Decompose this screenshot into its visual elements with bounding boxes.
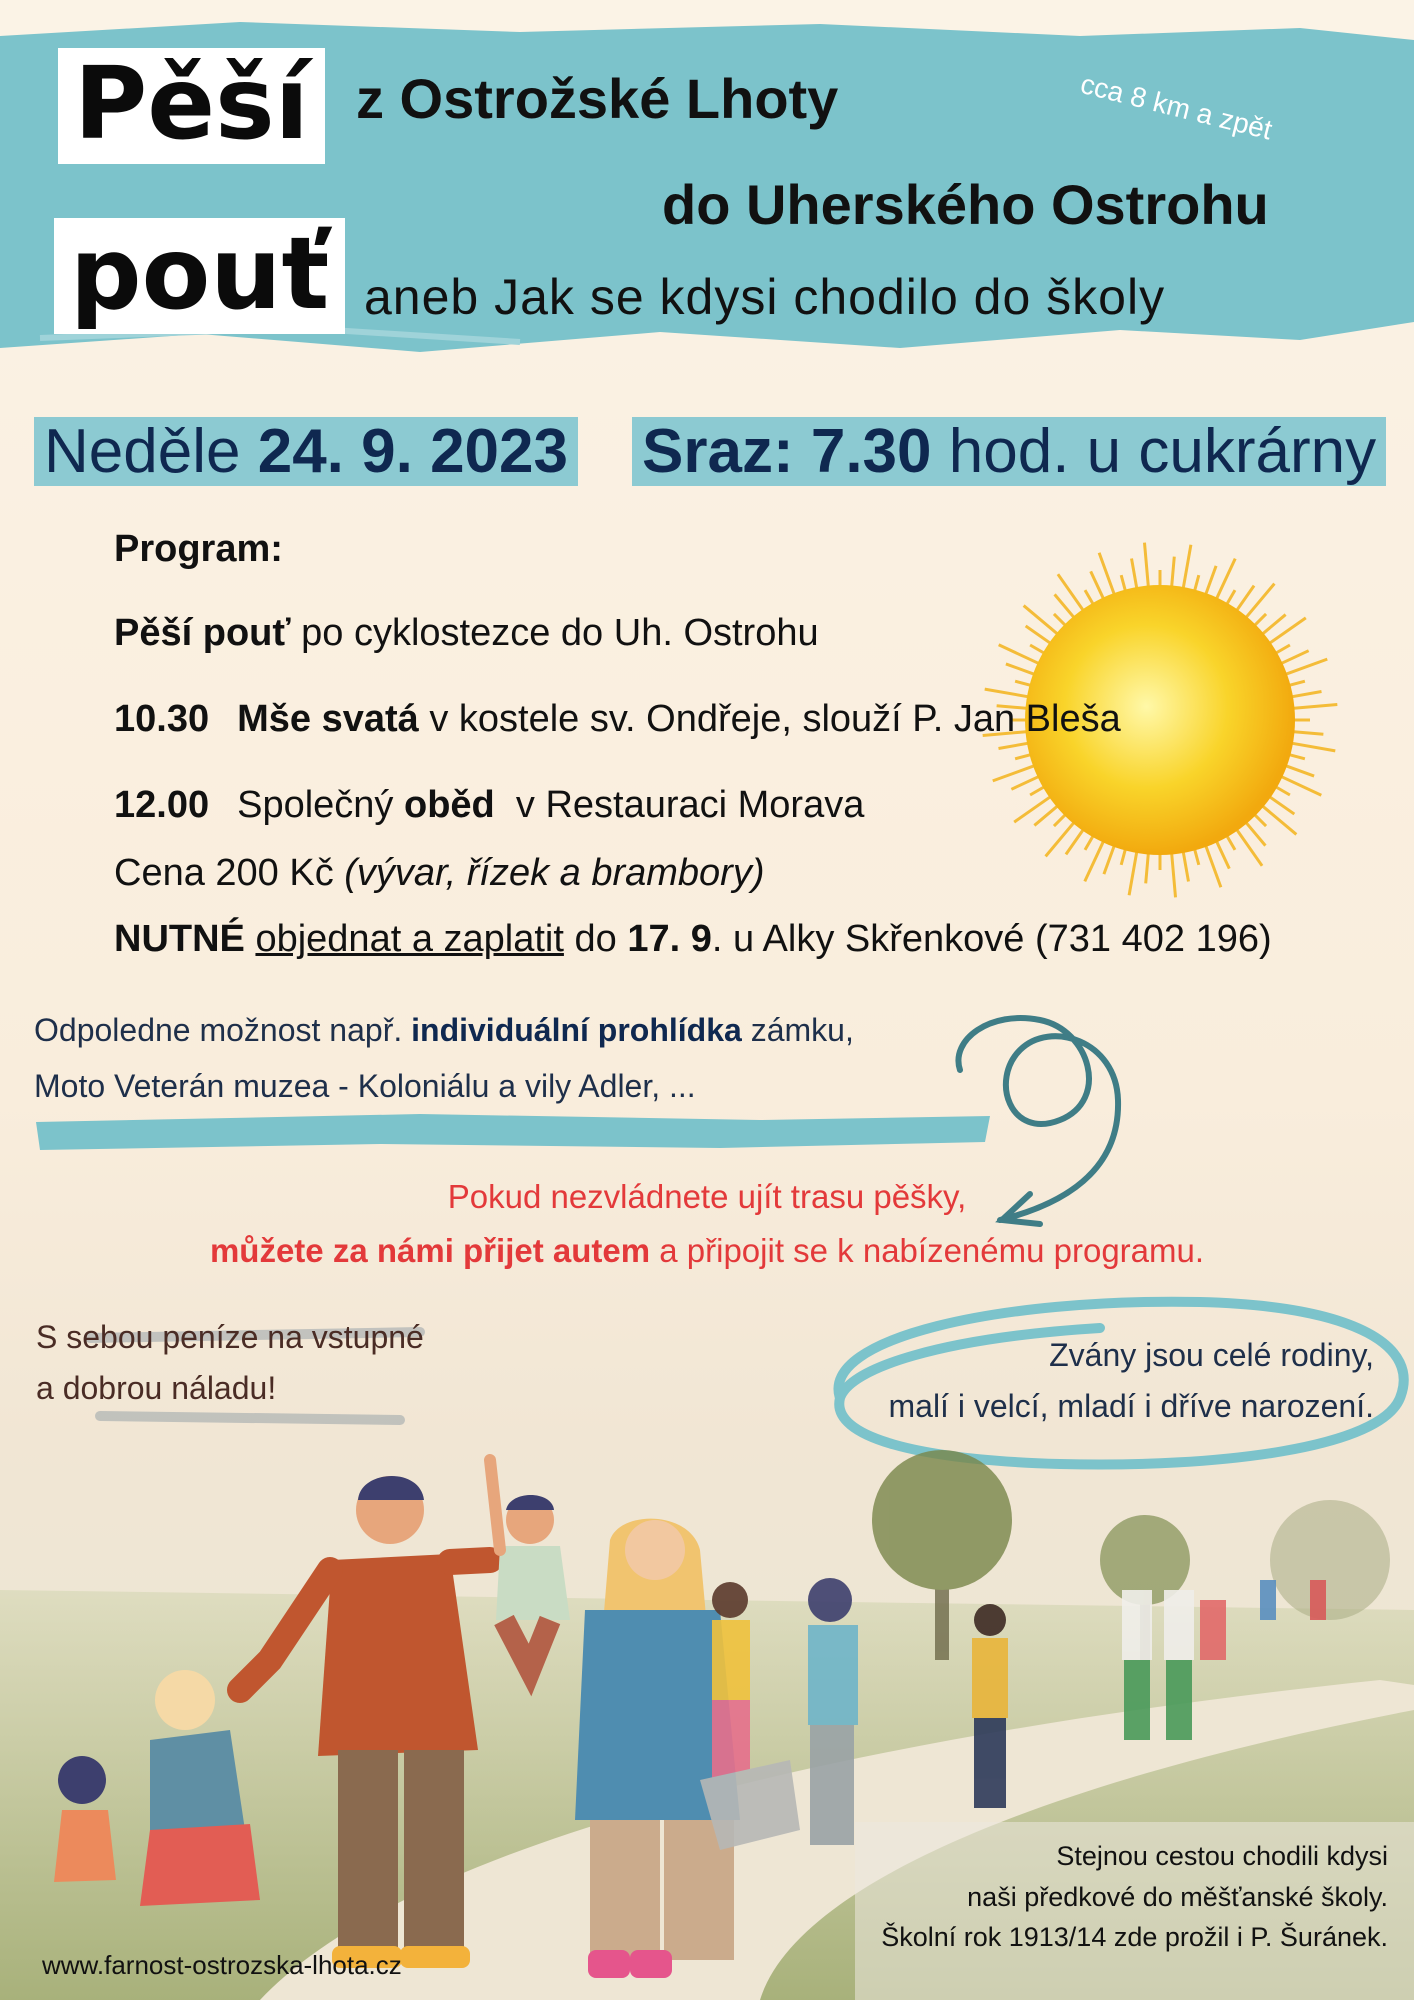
car-note-line-2: můžete za námi přijet autem a připojit se k nabízenému programu.	[209, 1232, 1205, 1269]
program-heading: Program:	[114, 528, 283, 570]
sun-ray	[1014, 795, 1053, 823]
sun-ray	[1282, 659, 1327, 675]
sun-ray	[1183, 545, 1191, 592]
families-invitation: Zvány jsou celé rodiny, malí i velcí, mladí i dříve narození.	[888, 1337, 1374, 1425]
order-deadline: NUTNÉ objednat a zaplatit do 17. 9. u Alky Skřenkové (731 402 196)	[114, 918, 1272, 960]
route-to: do Uherského Ostrohu	[662, 173, 1269, 236]
sun-ray	[1046, 820, 1077, 857]
sun-ray	[1171, 557, 1174, 591]
sun-ray	[1011, 775, 1042, 789]
sun-ray	[1290, 704, 1338, 708]
sun-ray	[1144, 543, 1148, 591]
event-subtitle: aneb Jak se kdysi chodilo do školy	[364, 269, 1166, 325]
history-note: Stejnou cestou chodili kdysi naši předkové do měšťanské školy. Školní rok 1913/14 zde prožil i P. Šuránek.	[881, 1841, 1388, 1952]
sun-ray	[1288, 743, 1335, 751]
program-lunch: 12.00 Společný oběd v Restauraci Morava	[114, 784, 865, 826]
sun-ray	[1171, 850, 1175, 898]
afternoon-line-1: Odpoledne možnost např. individuální prohlídka zámku,	[34, 1012, 854, 1048]
sun-ray	[1266, 618, 1305, 646]
sun-ray	[1183, 848, 1189, 881]
sun-ray	[1132, 558, 1138, 591]
meeting-time: Sraz: 7.30 hod. u cukrárny	[632, 416, 1386, 487]
sun-ray	[1099, 553, 1115, 598]
sun-ray	[1290, 731, 1324, 734]
website-link[interactable]: www.farnost-ostrozska-lhota.cz	[42, 1950, 402, 1980]
sun-ray	[1215, 838, 1229, 869]
sun-ray	[1058, 574, 1086, 613]
sun-ray	[1146, 850, 1149, 884]
bring-money-note: S sebou peníze na vstupné a dobrou náladu!	[36, 1319, 424, 1407]
date-value: 24. 9. 2023	[257, 417, 568, 486]
sun-ray	[1091, 571, 1105, 602]
program-walk: Pěší pouť po cyklostezce do Uh. Ostrohu	[114, 612, 819, 654]
sun-ray	[1006, 664, 1038, 676]
sun-ray	[1024, 606, 1061, 637]
sun-ray	[1278, 651, 1309, 665]
lunch-price: Cena 200 Kč (vývar, řízek a brambory)	[114, 852, 765, 894]
sun-ray	[1129, 848, 1137, 895]
car-note-line-1: Pokud nezvládnete ujít trasu pěšky,	[447, 1178, 967, 1215]
route-from: z Ostrožské Lhoty	[356, 67, 839, 130]
sun-ray	[1244, 584, 1275, 621]
sun-ray	[1104, 842, 1116, 874]
distance-note: cca 8 km a zpět	[1077, 68, 1276, 146]
sun-ray	[1282, 764, 1314, 776]
title-pout: pouť	[54, 218, 345, 334]
sun-ray	[1204, 566, 1216, 598]
sun-ray	[1204, 842, 1220, 887]
title-peshi: Pěší	[58, 48, 325, 164]
program-mass: 10.30 Mše svatá v kostele sv. Ondřeje, slouží P. Jan Bleša	[114, 698, 1121, 740]
sun-ray	[985, 689, 1032, 697]
route-to-place: Uherského Ostrohu	[745, 173, 1269, 236]
sun-ray	[1260, 804, 1297, 835]
afternoon-line-2: Moto Veterán muzea - Koloniálu a vily Adler, ...	[34, 1068, 696, 1104]
sun-ray	[993, 764, 1038, 780]
sun-ray	[1288, 692, 1321, 698]
sun-ray	[1235, 826, 1263, 865]
meet-time-value: 7.30	[810, 417, 932, 486]
sun-ray	[998, 743, 1031, 749]
event-date: Neděle 24. 9. 2023	[34, 416, 578, 487]
